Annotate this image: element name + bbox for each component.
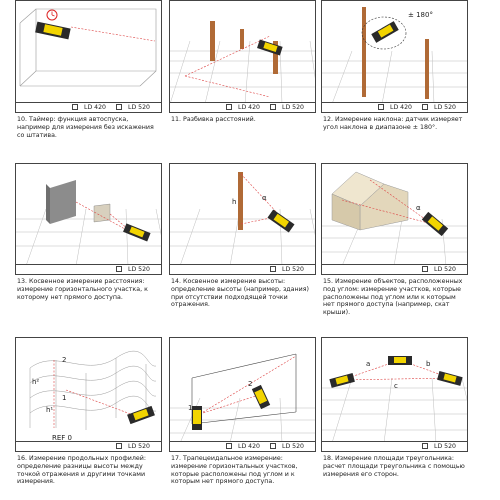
side-a-label: a	[366, 360, 371, 368]
ref-label: REF 0	[52, 434, 72, 442]
model-row	[169, 265, 316, 275]
ld520-checkbox	[270, 266, 276, 272]
model-row	[15, 265, 162, 275]
height-label: h	[232, 198, 237, 206]
side-c-label: c	[394, 382, 398, 390]
point-2-label: 2	[62, 356, 67, 364]
illustration-indirect-distance	[15, 163, 162, 265]
ld520-checkbox	[270, 104, 276, 110]
ld420-checkbox	[226, 443, 232, 449]
illustration-tilt	[321, 0, 468, 103]
side-b-label: b	[426, 360, 431, 368]
h1-label: h¹	[46, 406, 54, 414]
ld520-checkbox	[422, 266, 428, 272]
alpha-label: α	[416, 204, 421, 212]
point-1-label: 1	[62, 394, 67, 402]
illustration-staking-out	[169, 0, 316, 103]
caption: 14. Косвенное измерение высоты: определение высоты (например, здания) при отсутствии подходящей точки отражения.	[171, 278, 309, 309]
illustration-trapezoid	[169, 337, 316, 442]
illustration-angled-object	[321, 163, 468, 265]
model-row	[321, 265, 468, 275]
ld520-label: LD 520	[434, 266, 456, 273]
illustration-longitudinal-profile	[15, 337, 162, 442]
model-row	[321, 442, 468, 452]
caption: 11. Разбивка расстояний.	[171, 116, 256, 123]
ld520-label: LD 520	[282, 104, 304, 111]
angle-label: ± 180°	[408, 11, 433, 19]
ld520-label: LD 520	[434, 443, 456, 450]
ld520-checkbox	[422, 443, 428, 449]
ld520-checkbox	[116, 266, 122, 272]
model-row	[169, 103, 316, 113]
caption: 15. Измерение объектов, расположенных под углом: измерение участков, которые расположены под углом или к которым нет прямого доступа (например, скат крыши).	[323, 278, 463, 317]
meter-device	[35, 22, 71, 40]
ld520-checkbox	[422, 104, 428, 110]
caption: 10. Таймер: функция автоспуска, например для измерения без искажения со штатива.	[17, 116, 154, 139]
ld520-label: LD 520	[128, 443, 150, 450]
ld520-label: LD 520	[282, 266, 304, 273]
ld520-checkbox	[116, 104, 122, 110]
caption: 16. Измерение продольных профилей: определение разницы высоты между точкой отражения и другими точками измерения.	[17, 455, 146, 486]
ld420-checkbox	[72, 104, 78, 110]
caption: 17. Трапецеидальное измерение: измерение горизонтальных участков, которые расположены под углом и к которым нет прямого доступа.	[171, 455, 298, 486]
caption: 12. Измерение наклона: датчик измеряет угол наклона в диапазоне ± 180°.	[323, 116, 463, 131]
ld520-label: LD 520	[434, 104, 456, 111]
illustration-triangle-area	[321, 337, 468, 442]
point-1-label: 1	[188, 404, 193, 412]
ld520-checkbox	[116, 443, 122, 449]
model-row	[321, 103, 468, 113]
ld420-label: LD 420	[238, 104, 260, 111]
caption: 18. Измерение площади треугольника: расчет площади треугольника с помощью измерения его сторон.	[323, 455, 465, 478]
model-row	[169, 442, 316, 452]
ld520-label: LD 520	[128, 266, 150, 273]
ld420-checkbox	[226, 104, 232, 110]
ld420-label: LD 420	[238, 443, 260, 450]
ld520-label: LD 520	[128, 104, 150, 111]
ld520-label: LD 520	[282, 443, 304, 450]
model-row	[15, 103, 162, 113]
illustration-timer	[15, 0, 162, 103]
model-row	[15, 442, 162, 452]
alpha-label: α	[262, 194, 267, 202]
ld420-checkbox	[378, 104, 384, 110]
point-2-label: 2	[248, 380, 253, 388]
ld520-checkbox	[270, 443, 276, 449]
h2-label: h²	[32, 378, 40, 386]
ld420-label: LD 420	[84, 104, 106, 111]
ld420-label: LD 420	[390, 104, 412, 111]
caption: 13. Косвенное измерение расстояния: измерение горизонтального участка, к которому нет прямого доступа.	[17, 278, 148, 301]
illustration-indirect-height	[169, 163, 316, 265]
